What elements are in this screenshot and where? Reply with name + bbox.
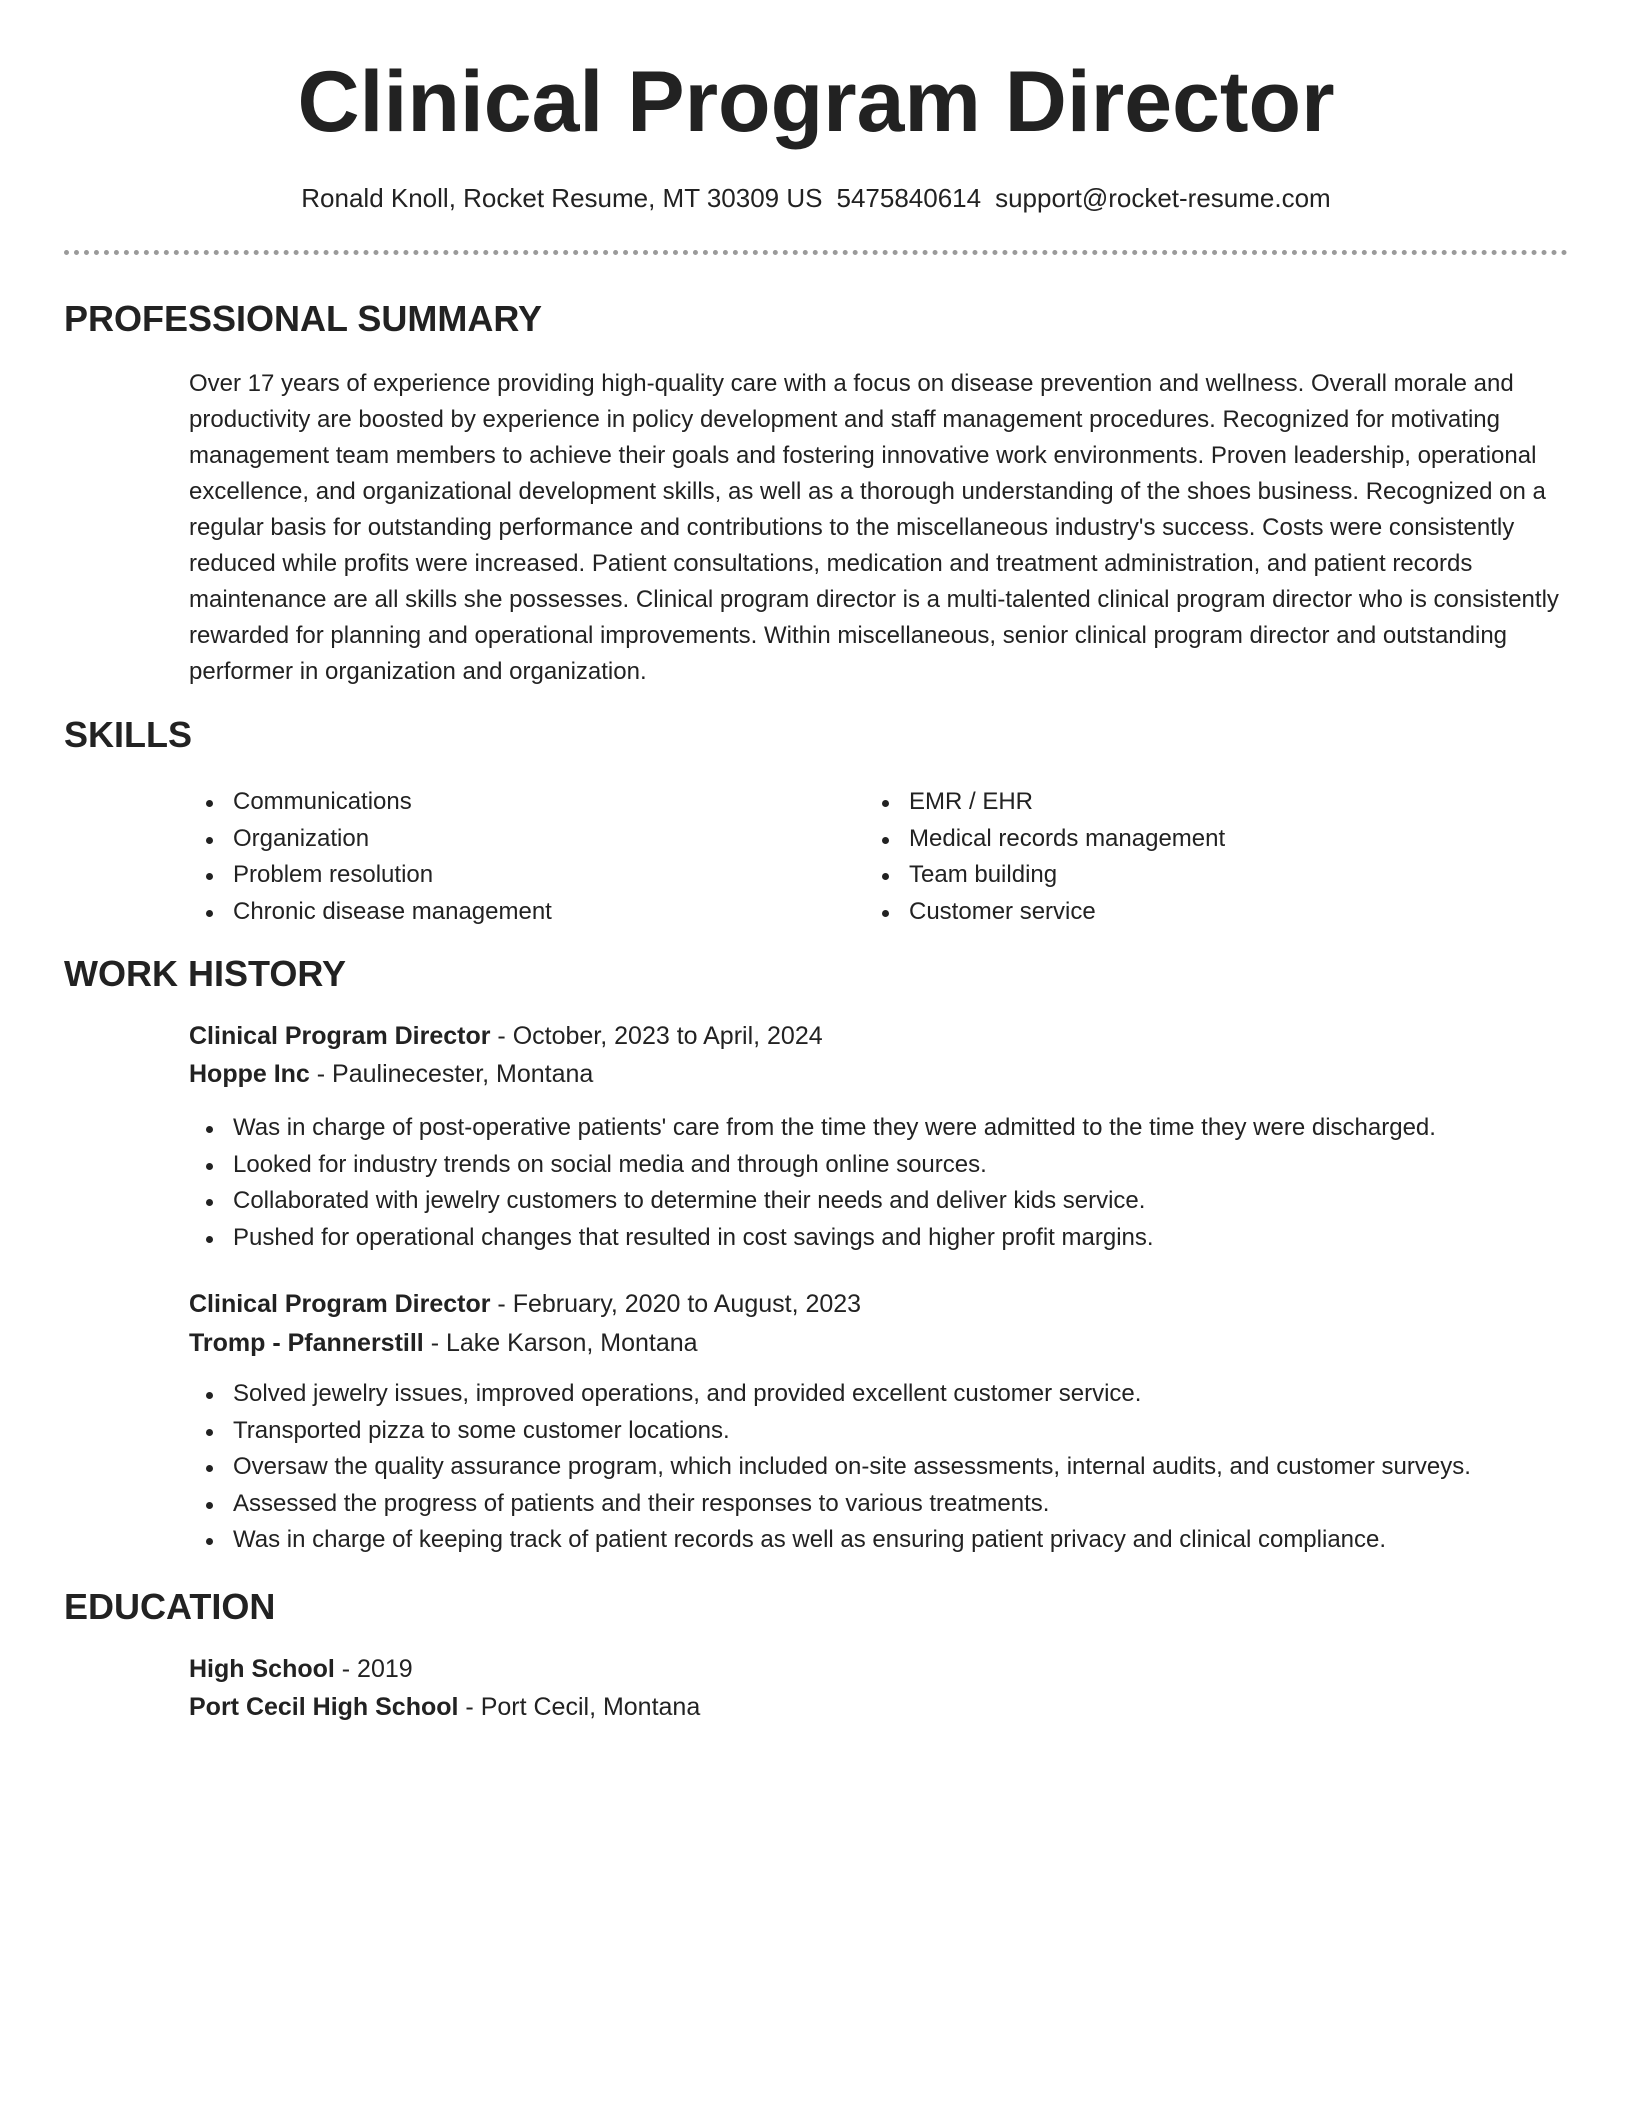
contact-phone: 5475840614 bbox=[836, 183, 982, 213]
work-history-heading: WORK HISTORY bbox=[64, 953, 347, 994]
skills-list-right bbox=[865, 784, 1225, 930]
contact-email: support@rocket-resume.com bbox=[995, 183, 1331, 213]
job-company: Hoppe Inc bbox=[189, 1060, 310, 1088]
education-degree-line bbox=[189, 1651, 413, 1687]
skill-item: Customer service bbox=[865, 894, 1225, 931]
job-title-line bbox=[189, 1286, 861, 1322]
education-school-line bbox=[189, 1689, 700, 1725]
list-item: Pushed for operational changes that resulted in cost savings and higher profit margins. bbox=[189, 1220, 1436, 1257]
list-item: Transported pizza to some customer locations. bbox=[189, 1413, 1471, 1450]
job-dates: - February, 2020 to August, 2023 bbox=[490, 1290, 862, 1318]
job-title-line bbox=[189, 1018, 823, 1054]
list-item: Looked for industry trends on social media and through online sources. bbox=[189, 1147, 1436, 1184]
skill-item: Chronic disease management bbox=[189, 894, 552, 931]
job-company-line bbox=[189, 1325, 698, 1361]
contact-info bbox=[0, 180, 1632, 216]
job-company-line bbox=[189, 1056, 593, 1092]
skills-list-left bbox=[189, 784, 552, 930]
summary-heading: PROFESSIONAL SUMMARY bbox=[64, 298, 543, 339]
job-location: - Paulinecester, Montana bbox=[309, 1060, 594, 1088]
list-item: Oversaw the quality assurance program, which included on-site assessments, internal audits, and customer surveys. bbox=[189, 1449, 1471, 1486]
skill-item: Organization bbox=[189, 821, 552, 858]
skill-item: Communications bbox=[189, 784, 552, 821]
job-title: Clinical Program Director bbox=[189, 1290, 491, 1318]
skill-item: Medical records management bbox=[865, 821, 1225, 858]
job-location: - Lake Karson, Montana bbox=[423, 1329, 698, 1357]
summary-text: Over 17 years of experience providing high-quality care with a focus on disease prevention and wellness. Overall morale and productivity are boosted by experience in policy development and staff management procedures. Recognized for motivating management team members to achieve their goals and fostering innovative work environments. Proven leadership, operational excellence, and organizational development skills, as well as a thorough understanding of the shoes business. Recognized on a regular basis for outstanding performance and contributions to the miscellaneous industry's success. Costs were consistently reduced while profits were increased. Patient consultations, medication and treatment administration, and patient records maintenance are all skills she possesses. Clinical program director is a multi-talented clinical program director who is consistently rewarded for planning and operational improvements. Within miscellaneous, senior clinical program director and outstanding performer in organization and organization. bbox=[189, 370, 1559, 685]
list-item: Was in charge of post-operative patients' care from the time they were admitted to the time they were discharged. bbox=[189, 1110, 1436, 1147]
job-company: Tromp - Pfannerstill bbox=[189, 1329, 424, 1357]
education-location: - Port Cecil, Montana bbox=[458, 1693, 701, 1721]
list-item: Assessed the progress of patients and their responses to various treatments. bbox=[189, 1486, 1471, 1523]
job-title: Clinical Program Director bbox=[189, 1022, 491, 1050]
list-item: Collaborated with jewelry customers to determine their needs and deliver kids service. bbox=[189, 1183, 1436, 1220]
skill-item: Team building bbox=[865, 857, 1225, 894]
skills-heading: SKILLS bbox=[64, 714, 193, 755]
education-heading: EDUCATION bbox=[64, 1586, 276, 1627]
education-degree: High School bbox=[189, 1655, 335, 1683]
contact-address: Ronald Knoll, Rocket Resume, MT 30309 US bbox=[301, 183, 823, 213]
education-school: Port Cecil High School bbox=[189, 1693, 459, 1721]
list-item: Solved jewelry issues, improved operations, and provided excellent customer service. bbox=[189, 1376, 1471, 1413]
header-divider bbox=[64, 250, 1568, 255]
job-bullets bbox=[189, 1376, 1471, 1559]
list-item: Was in charge of keeping track of patient records as well as ensuring patient privacy and clinical compliance. bbox=[189, 1522, 1471, 1559]
job-bullets bbox=[189, 1110, 1436, 1256]
education-year: - 2019 bbox=[334, 1655, 413, 1683]
job-dates: - October, 2023 to April, 2024 bbox=[490, 1022, 823, 1050]
page-title: Clinical Program Director bbox=[297, 54, 1335, 150]
skill-item: EMR / EHR bbox=[865, 784, 1225, 821]
skill-item: Problem resolution bbox=[189, 857, 552, 894]
